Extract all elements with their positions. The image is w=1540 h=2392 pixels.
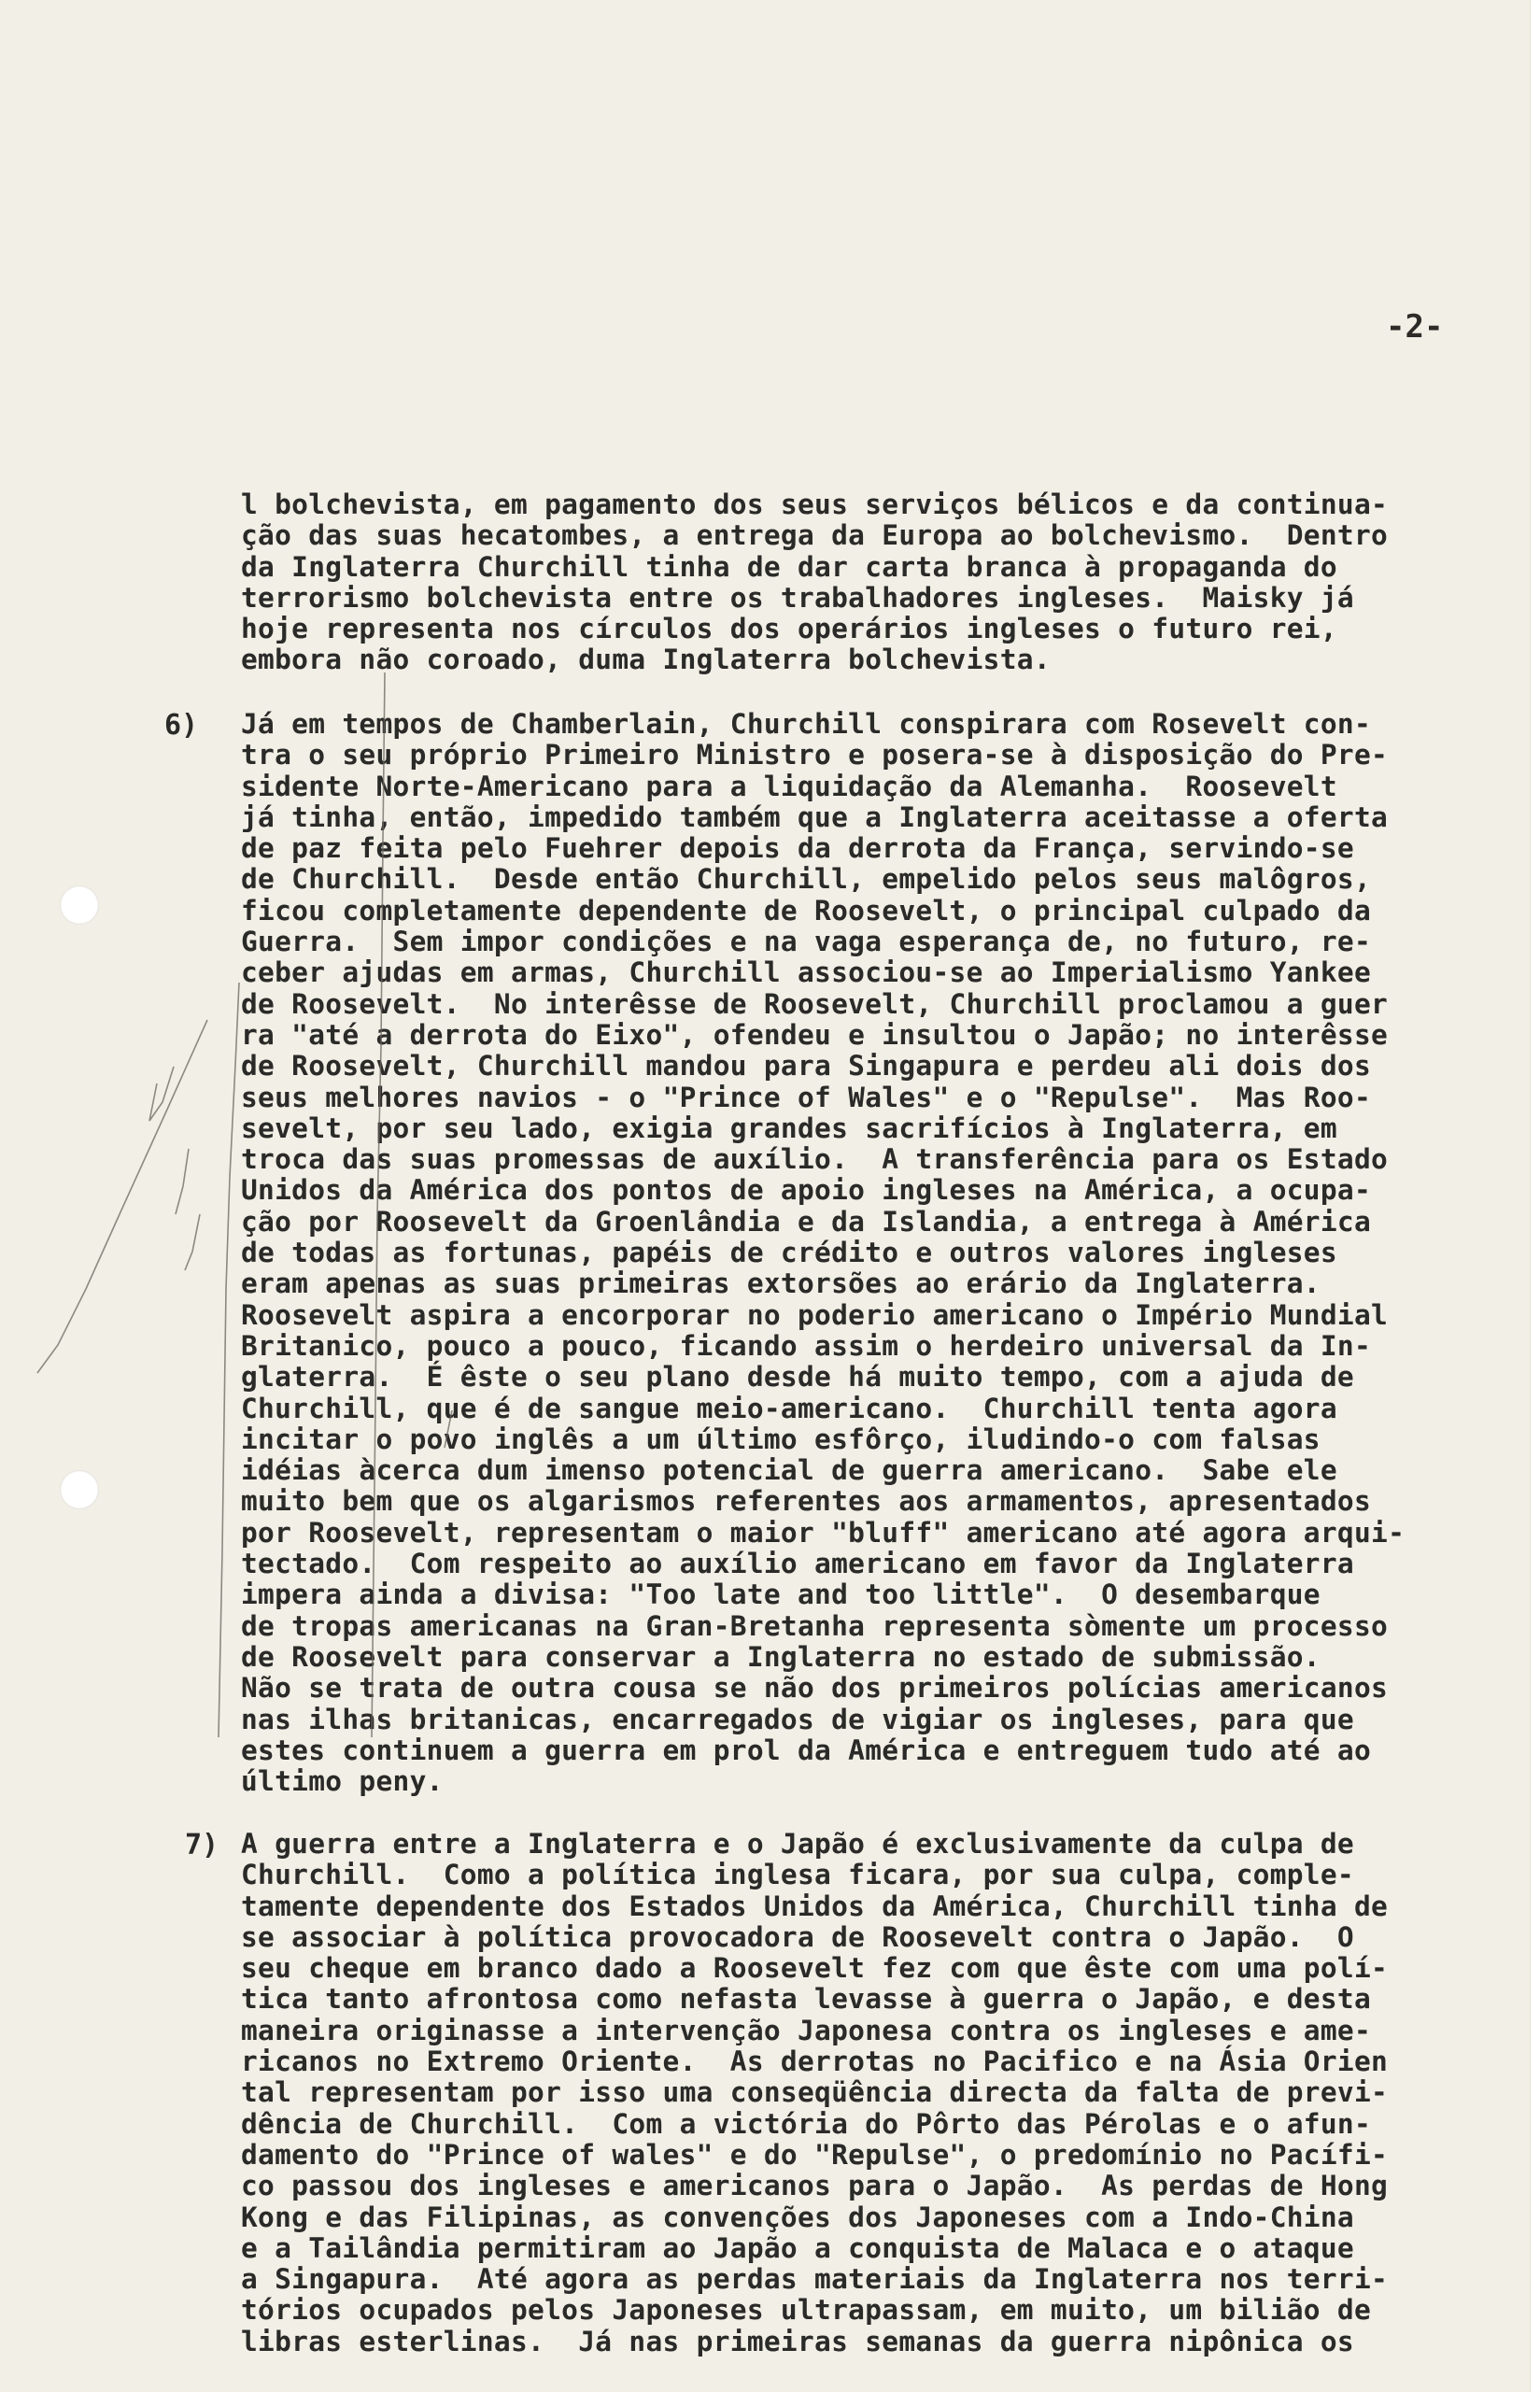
text-line: tamente dependente dos Estados Unidos da América, Churchill tinha de (241, 1890, 1389, 1922)
text-line: eram apenas as suas primeiras extorsões ao erário da Inglaterra. (241, 1267, 1321, 1300)
text-line: tórios ocupados pelos Japoneses ultrapassam, em muito, um bilião de (241, 2294, 1372, 2327)
text-line: Churchill, que é de sangue meio-americano. Churchill tenta agora (241, 1392, 1337, 1424)
text-line: A guerra entre a Inglaterra e o Japão é exclusivamente da culpa de (241, 1828, 1354, 1860)
text-line: muito bem que os algarismos referentes aos armamentos, apresentados (241, 1485, 1372, 1518)
text-line: impera ainda a divisa: "Too late and too little". O desembarque (241, 1578, 1321, 1611)
text-line: sidente Norte-Americano para a liquidação da Alemanha. Roosevelt (241, 770, 1337, 802)
text-line: tra o seu próprio Primeiro Ministro e posera-se à disposição do Pre- (241, 739, 1389, 771)
text-line: Já em tempos de Chamberlain, Churchill conspirara com Rosevelt con- (241, 708, 1372, 740)
text-line: Kong e das Filipinas, as convenções dos Japoneses com a Indo-China (241, 2201, 1354, 2233)
text-line: incitar o povo inglês a um último esfôrço, iludindo-o com falsas (241, 1422, 1321, 1455)
text-line: Britanico, pouco a pouco, ficando assim o herdeiro universal da In- (241, 1329, 1372, 1362)
text-line: estes continuem a guerra em prol da América e entreguem tudo até ao (241, 1734, 1372, 1766)
text-line: troca das suas promessas de auxílio. A transferência para os Estado (241, 1143, 1389, 1176)
text-line: damento do "Prince of wales" e do "Repulse", o predomínio no Pacífi- (241, 2138, 1389, 2171)
paragraph-intro (241, 489, 1502, 676)
text-line: de Roosevelt. No interêsse de Roosevelt, Churchill proclamou a guer (241, 987, 1389, 1020)
text-line: se associar à política provocadora de Roosevelt contra o Japão. O (241, 1920, 1354, 1953)
text-line: de todas as fortunas, papéis de crédito e outros valores ingleses (241, 1237, 1337, 1269)
text-line: de paz feita pelo Fuehrer depois da derrota da França, servindo-se (241, 832, 1354, 865)
text-line: seus melhores navios - o "Prince of Wales" e o "Repulse". Mas Roo- (241, 1081, 1372, 1113)
text-line: maneira originasse a intervenção Japonesa contra os ingleses e ame- (241, 2014, 1372, 2046)
text-line: Roosevelt aspira a encorporar no poderio americano o Império Mundial (241, 1298, 1389, 1331)
text-line: nas ilhas britanicas, encarregados de vigiar os ingleses, para que (241, 1703, 1354, 1735)
paragraph-6 (241, 709, 1502, 1797)
text-line: já tinha, então, impedido também que a Inglaterra aceitasse a oferta (241, 800, 1389, 833)
text-line: por Roosevelt, representam o maior "bluff" americano até agora arqui- (241, 1516, 1406, 1549)
punch-hole-bottom (60, 1470, 99, 1509)
text-line: dência de Churchill. Com a victória do Pôrto das Pérolas e o afun- (241, 2107, 1372, 2140)
text-line: co passou dos ingleses e americanos para o Japão. As perdas de Hong (241, 2170, 1389, 2202)
text-line: Guerra. Sem impor condições e na vaga esperança de, no futuro, re- (241, 926, 1372, 958)
text-line: Churchill. Como a política inglesa ficara, por sua culpa, comple- (241, 1859, 1354, 1891)
text-line: idéias àcerca dum imenso potencial de guerra americano. Sabe ele (241, 1454, 1337, 1487)
page-number: -2- (1386, 308, 1444, 346)
text-line: Não se trata de outra cousa se não dos primeiros polícias americanos (241, 1672, 1389, 1705)
text-line: terrorismo bolchevista entre os trabalhadores ingleses. Maisky já (241, 581, 1354, 614)
text-line: de Roosevelt para conservar a Inglaterra no estado de submissão. (241, 1640, 1321, 1673)
text-line: da Inglaterra Churchill tinha de dar carta branca à propaganda do (241, 550, 1337, 583)
text-line: tica tanto afrontosa como nefasta levasse à guerra o Japão, e desta (241, 1983, 1372, 2016)
text-line: tectado. Com respeito ao auxílio americano em favor da Inglaterra (241, 1548, 1354, 1580)
text-line: tal representam por isso uma conseqüência directa da falta de previ- (241, 2076, 1389, 2109)
punch-hole-top (60, 885, 99, 925)
text-line: sevelt, por seu lado, exigia grandes sacrifícios à Inglaterra, em (241, 1111, 1337, 1144)
text-line: de Churchill. Desde então Churchill, empelido pelos seus malôgros, (241, 863, 1372, 896)
text-line: seu cheque em branco dado a Roosevelt fez com que êste com uma polí- (241, 1952, 1389, 1985)
paragraph-number-6: 6) (164, 709, 199, 742)
text-line: ceber ajudas em armas, Churchill associou-se ao Imperialismo Yankee (241, 956, 1372, 989)
text-line: de Roosevelt, Churchill mandou para Singapura e perdeu ali dois dos (241, 1050, 1372, 1083)
text-line: ricanos no Extremo Oriente. As derrotas no Pacifico e na Ásia Orien (241, 2045, 1389, 2078)
text-line: a Singapura. Até agora as perdas materiais da Inglaterra nos terri- (241, 2263, 1389, 2296)
text-line: hoje representa nos círculos dos operários ingleses o futuro rei, (241, 613, 1337, 645)
text-line: l bolchevista, em pagamento dos seus serviços bélicos e da continua- (241, 488, 1389, 520)
text-line: embora não coroado, duma Inglaterra bolchevista. (241, 644, 1051, 676)
text-line: libras esterlinas. Já nas primeiras semanas da guerra nipônica os (241, 2325, 1354, 2357)
text-line: ção por Roosevelt da Groenlândia e da Islandia, a entrega à América (241, 1205, 1372, 1238)
text-line: glaterra. É êste o seu plano desde há muito tempo, com a ajuda de (241, 1361, 1354, 1394)
text-line: de tropas americanas na Gran-Bretanha representa sòmente um processo (241, 1609, 1389, 1642)
text-line: Unidos da América dos pontos de apoio ingleses na América, a ocupa- (241, 1174, 1372, 1207)
text-line: ficou completamente dependente de Roosevelt, o principal culpado da (241, 894, 1372, 927)
paragraph-number-7: 7) (185, 1829, 219, 1861)
text-line: último peny. (241, 1765, 444, 1798)
text-line: ra "até a derrota do Eixo", ofendeu e insultou o Japão; no interêsse (241, 1018, 1389, 1051)
text-line: ção das suas hecatombes, a entrega da Europa ao bolchevismo. Dentro (241, 519, 1389, 552)
text-line: e a Tailândia permitiram ao Japão a conquista de Malaca e o ataque (241, 2231, 1354, 2264)
paragraph-7 (241, 1829, 1502, 2357)
